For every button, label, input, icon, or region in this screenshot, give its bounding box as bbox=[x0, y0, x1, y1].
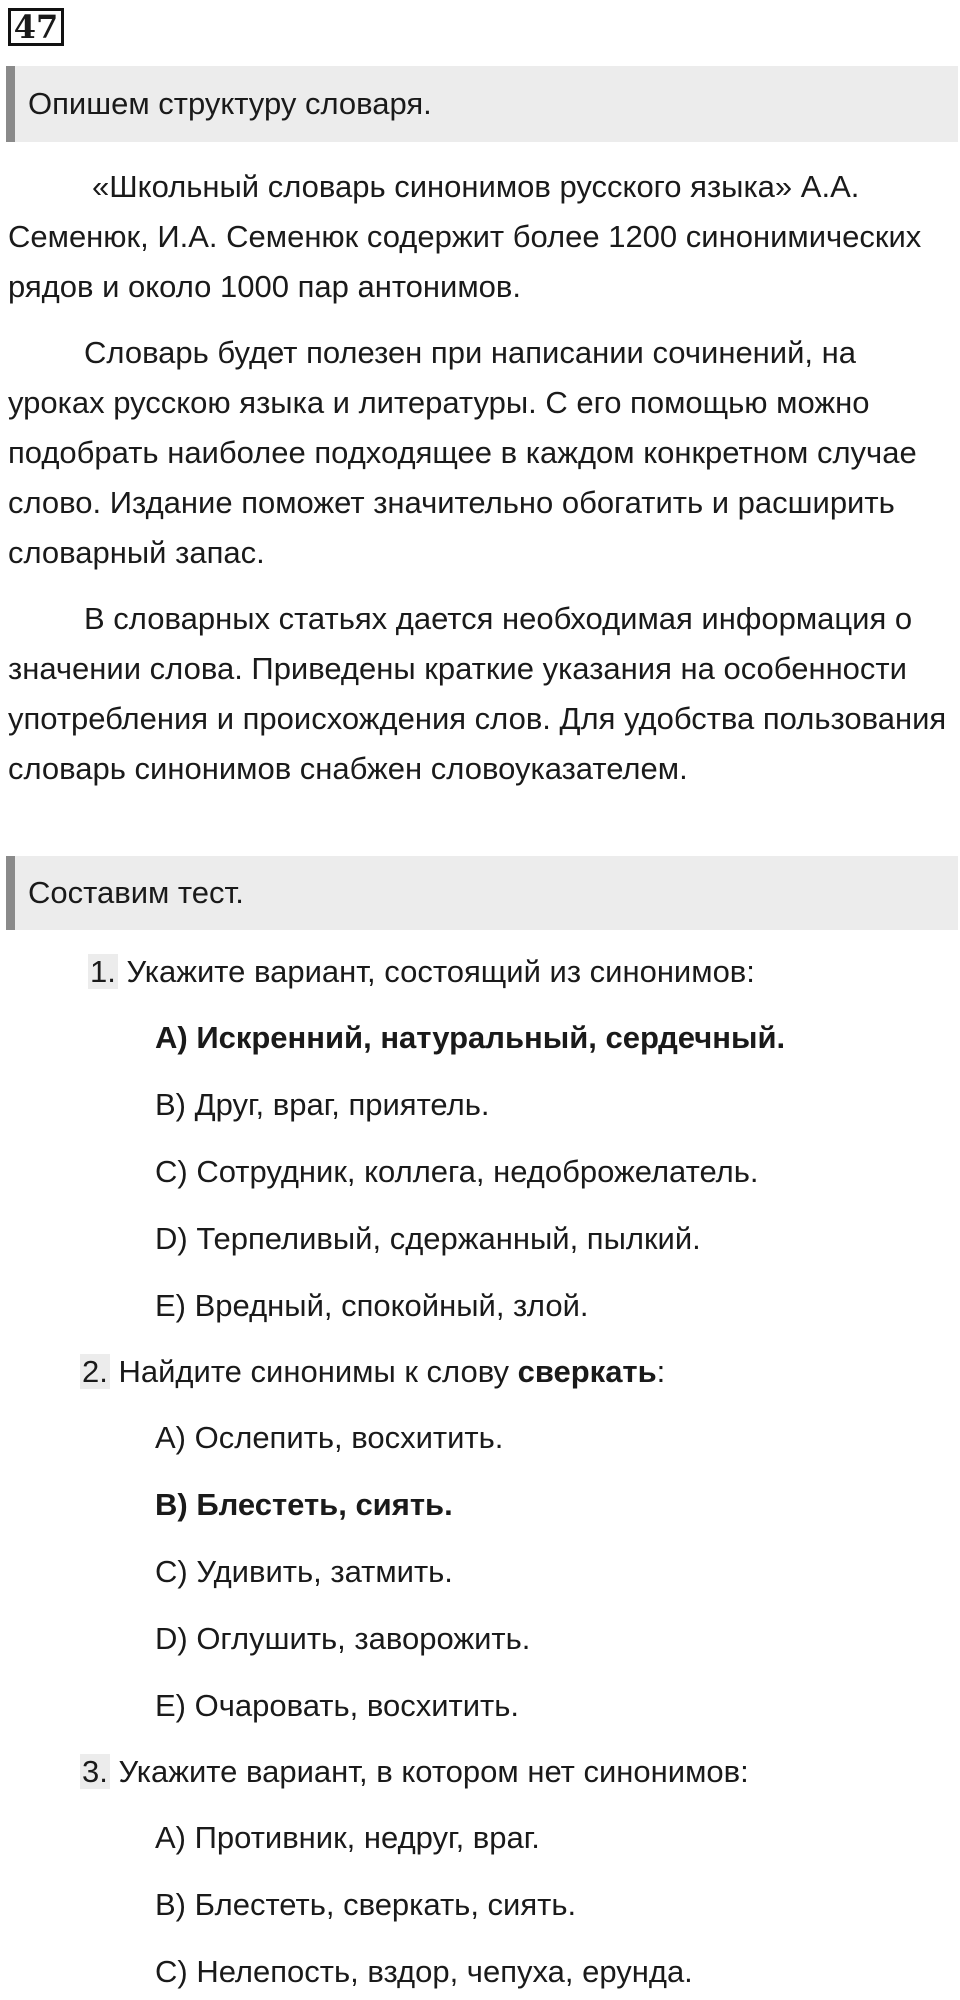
answer-option: C) Удивить, затмить. bbox=[155, 1554, 453, 1589]
answer-option: A) Ослепить, восхитить. bbox=[155, 1420, 504, 1455]
answer-option: B) Блестеть, сверкать, сиять. bbox=[155, 1887, 577, 1922]
question-text: Укажите вариант, в котором нет синонимов: bbox=[109, 1754, 749, 1789]
question-keyword: сверкать bbox=[517, 1354, 657, 1389]
paragraph-dictionary-entries: В словарных статьях дается необходимая информация о значении слова. Приведены краткие указания на особенности употребления и происхождения слов. Для удобства пользования словарь синонимов снабжен словоуказателем. bbox=[8, 601, 947, 786]
answer-option: C) Сотрудник, коллега, недоброжелатель. bbox=[155, 1154, 759, 1189]
answer-option-correct: A) Искренний, натуральный, сердечный. bbox=[155, 1020, 786, 1055]
question-text-end: : bbox=[656, 1354, 666, 1389]
question-3 bbox=[80, 1750, 749, 1794]
question-number: 3. bbox=[82, 1754, 108, 1789]
section-heading-structure: Опишем структуру словаря. bbox=[6, 66, 958, 142]
answer-option: D) Терпеливый, сдержанный, пылкий. bbox=[155, 1221, 701, 1256]
section-heading-test: Составим тест. bbox=[6, 856, 958, 930]
task-number-badge: 47 bbox=[8, 8, 64, 46]
answer-option: E) Вредный, спокойный, злой. bbox=[155, 1288, 589, 1323]
answer-option: B) Друг, враг, приятель. bbox=[155, 1087, 490, 1122]
question-number: 2. bbox=[82, 1354, 108, 1389]
answer-option: E) Очаровать, восхитить. bbox=[155, 1688, 520, 1723]
answer-option: D) Оглушить, заворожить. bbox=[155, 1621, 531, 1656]
answer-option-correct: B) Блестеть, сиять. bbox=[155, 1487, 453, 1522]
question-number: 1. bbox=[90, 954, 116, 989]
question-text: Найдите синонимы к слову bbox=[109, 1354, 518, 1389]
paragraph-dictionary-usefulness: Словарь будет полезен при написании сочинений, на уроках русскою языка и литературы. С его помощью можно подобрать наиболее подходящее в каждом конкретном случае слово. Издание поможет значительно обогатить и расширить словарный запас. bbox=[8, 335, 917, 570]
paragraph-dictionary-info: «Школьный словарь синонимов русского языка» А.А. Семенюк, И.А. Семенюк содержит более 1200 синонимических рядов и около 1000 пар антонимов. bbox=[8, 169, 922, 304]
question-2 bbox=[80, 1350, 665, 1394]
answer-option: A) Противник, недруг, враг. bbox=[155, 1820, 540, 1855]
question-1 bbox=[88, 950, 755, 994]
answer-option: C) Нелепость, вздор, чепуха, ерунда. bbox=[155, 1954, 693, 1989]
question-text: Укажите вариант, состоящий из синонимов: bbox=[117, 954, 755, 989]
